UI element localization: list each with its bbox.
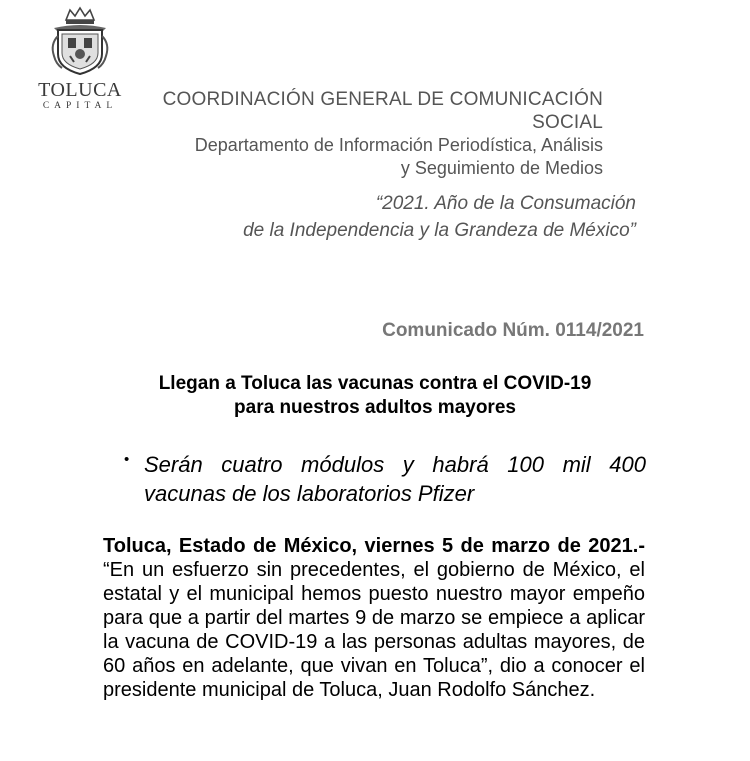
bullet-text: Serán cuatro módulos y habrá 100 mil 400 vacunas de los laboratorios Pfizer	[144, 452, 646, 506]
bullet-icon: •	[124, 451, 130, 468]
headline-line2: para nuestros adultos mayores	[234, 397, 516, 418]
dateline: Toluca, Estado de México, viernes 5 de marzo de 2021.-	[103, 535, 645, 557]
department-title-line2: SOCIAL	[532, 112, 603, 133]
headline-line1: Llegan a Toluca las vacunas contra el COVID-19	[158, 373, 592, 394]
motto-line2: de la Independencia y la Grandeza de México”	[243, 220, 636, 241]
coat-of-arms-icon	[48, 6, 112, 76]
motto-line1: “2021. Año de la Consumación	[375, 193, 636, 214]
toluca-logo	[40, 6, 120, 110]
comunicado-number: Comunicado Núm. 0114/2021	[382, 320, 644, 341]
body-paragraph	[103, 534, 645, 702]
subdepartment-line1: Departamento de Información Periodística, Análisis	[194, 135, 603, 155]
department-header	[163, 88, 603, 180]
subdepartment-line2: y Seguimiento de Medios	[400, 158, 603, 178]
department-title: COORDINACIÓN GENERAL DE COMUNICACIÓN	[162, 89, 603, 110]
body-text: “En un esfuerzo sin precedentes, el gobierno de México, el estatal y el municipal hemos puesto nuestro mayor empeño para que a partir del martes 9 de marzo se empiece a aplicar la vacuna de COVID-19 a las personas adultas mayores, de 60 años en adelante, que vivan en Toluca”, dio a conocer el presidente municipal de Toluca, Juan Rodolfo Sánchez.	[103, 559, 645, 701]
logo-subtitle: CAPITAL	[42, 101, 118, 111]
headline	[100, 372, 650, 420]
summary-bullet	[124, 450, 646, 508]
year-motto	[100, 190, 636, 244]
logo-name: TOLUCA	[38, 79, 122, 101]
